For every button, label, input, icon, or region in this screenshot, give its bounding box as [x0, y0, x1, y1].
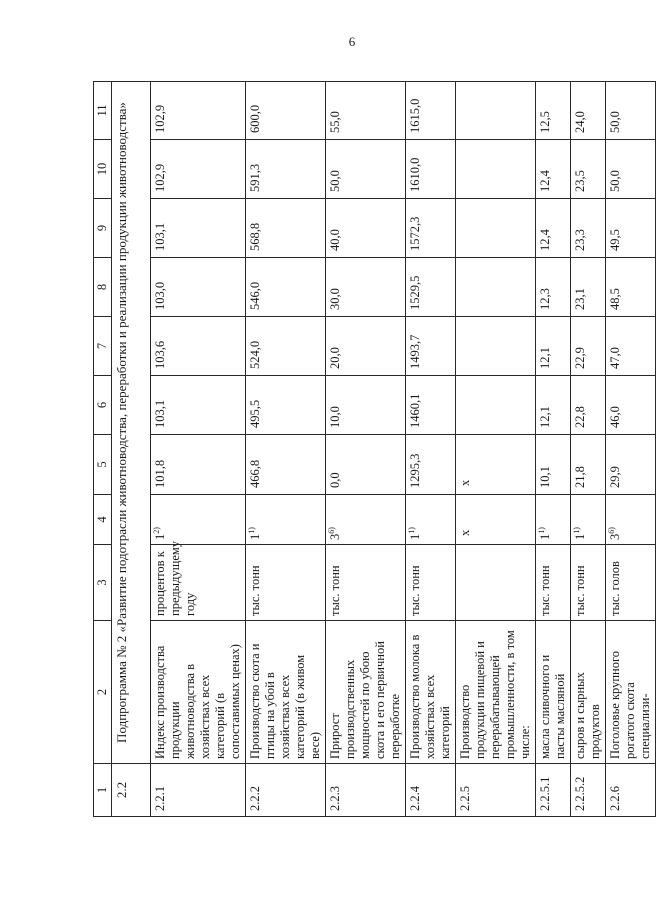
- source-code: [456, 495, 536, 545]
- year-value: 103,0: [151, 258, 246, 317]
- source-code: [571, 495, 606, 545]
- indicator-name: сыров и сырных продуктов: [571, 621, 606, 764]
- column-number: 11: [94, 82, 112, 140]
- year-value: 47,0: [606, 317, 656, 376]
- year-value: 0,0: [326, 435, 406, 495]
- indicator-name: Прирост производственных мощностей по убою скота и его первичной переработке: [326, 621, 406, 764]
- year-value: 12,1: [536, 376, 571, 435]
- year-value: 12,5: [536, 82, 571, 140]
- column-number: 4: [94, 495, 112, 545]
- year-value: 24,0: [571, 82, 606, 140]
- source-code-value: 1: [573, 533, 587, 540]
- section-title: Подпрограмма № 2 «Развитие подотрасли животноводства, переработки и реализации продукции животноводства»: [112, 82, 151, 764]
- unit-of-measure: тыс. тонн: [536, 545, 571, 621]
- source-code-footnote: 1): [406, 527, 416, 534]
- year-value: [456, 317, 536, 376]
- unit-of-measure: тыс. голов: [606, 545, 656, 621]
- year-value: [456, 140, 536, 199]
- year-value: 495,5: [246, 376, 326, 435]
- year-value: 1493,7: [406, 317, 456, 376]
- source-code: [151, 495, 246, 545]
- table-row: [456, 82, 536, 817]
- rotated-table-container: [93, 82, 652, 817]
- column-number: 1: [94, 764, 112, 817]
- source-code-footnote: 1): [246, 527, 256, 534]
- year-value: 23,1: [571, 258, 606, 317]
- year-value: 20,0: [326, 317, 406, 376]
- row-number: 2.2.1: [151, 764, 246, 817]
- year-value: 1610,0: [406, 140, 456, 199]
- year-value: 10,1: [536, 435, 571, 495]
- unit-of-measure: тыс. тонн: [246, 545, 326, 621]
- source-code: [406, 495, 456, 545]
- year-value: 568,8: [246, 199, 326, 258]
- section-row: [112, 82, 151, 817]
- column-number: 2: [94, 621, 112, 764]
- column-number: 3: [94, 545, 112, 621]
- year-value: 21,8: [571, 435, 606, 495]
- table-row: [246, 82, 326, 817]
- source-code: [246, 495, 326, 545]
- row-number: 2.2.5.1: [536, 764, 571, 817]
- column-number: 6: [94, 376, 112, 435]
- section-number: 2.2: [112, 764, 151, 817]
- table-row: [151, 82, 246, 817]
- year-value: 55,0: [326, 82, 406, 140]
- column-number: 9: [94, 199, 112, 258]
- year-value: [456, 258, 536, 317]
- source-code-footnote: 2): [151, 527, 161, 534]
- year-value: 46,0: [606, 376, 656, 435]
- year-value: 22,8: [571, 376, 606, 435]
- table-row: [606, 82, 656, 817]
- indicator-name: Производство скота и птицы на убой в хозяйствах всех категорий (в живом весе): [246, 621, 326, 764]
- unit-of-measure: тыс. тонн: [406, 545, 456, 621]
- row-number: 2.2.4: [406, 764, 456, 817]
- row-number: 2.2.5: [456, 764, 536, 817]
- column-number: 10: [94, 140, 112, 199]
- source-code-value: 1: [538, 533, 552, 540]
- year-value: 600,0: [246, 82, 326, 140]
- year-value: 48,5: [606, 258, 656, 317]
- year-value: 1295,3: [406, 435, 456, 495]
- column-number: 5: [94, 435, 112, 495]
- indicator-name: Производство молока в хозяйствах всех категорий: [406, 621, 456, 764]
- year-value: 1615,0: [406, 82, 456, 140]
- year-value: 10,0: [326, 376, 406, 435]
- column-number: 8: [94, 258, 112, 317]
- source-code: [606, 495, 656, 545]
- year-value: 50,0: [326, 140, 406, 199]
- column-number-row: [94, 82, 112, 817]
- year-value: 22,9: [571, 317, 606, 376]
- year-value: x: [456, 435, 536, 495]
- table-row: [571, 82, 606, 817]
- year-value: 12,3: [536, 258, 571, 317]
- unit-of-measure: тыс. тонн: [571, 545, 606, 621]
- year-value: 101,8: [151, 435, 246, 495]
- source-code-footnote: 6): [606, 527, 616, 534]
- unit-of-measure: процентов к предыдущему году: [151, 545, 246, 621]
- year-value: 23,5: [571, 140, 606, 199]
- row-number: 2.2.5.2: [571, 764, 606, 817]
- year-value: 102,9: [151, 82, 246, 140]
- year-value: 102,9: [151, 140, 246, 199]
- source-code-value: 1: [248, 533, 262, 540]
- year-value: 591,3: [246, 140, 326, 199]
- year-value: 1529,5: [406, 258, 456, 317]
- year-value: 103,1: [151, 376, 246, 435]
- source-code: [536, 495, 571, 545]
- source-code-value: 3: [328, 533, 342, 540]
- year-value: 23,3: [571, 199, 606, 258]
- unit-of-measure: [456, 545, 536, 621]
- source-code-footnote: 1): [536, 527, 546, 534]
- year-value: [456, 199, 536, 258]
- year-value: 1572,3: [406, 199, 456, 258]
- year-value: 12,4: [536, 199, 571, 258]
- year-value: 29,9: [606, 435, 656, 495]
- year-value: 103,1: [151, 199, 246, 258]
- indicator-name: Поголовье крупного рогатого скота специализи-: [606, 621, 656, 764]
- table-row: [536, 82, 571, 817]
- year-value: 1460,1: [406, 376, 456, 435]
- year-value: [456, 376, 536, 435]
- column-number: 7: [94, 317, 112, 376]
- table-row: [326, 82, 406, 817]
- row-number: 2.2.3: [326, 764, 406, 817]
- source-code-value: x: [458, 529, 472, 536]
- year-value: 50,0: [606, 82, 656, 140]
- row-number: 2.2.6: [606, 764, 656, 817]
- year-value: 50,0: [606, 140, 656, 199]
- year-value: 12,1: [536, 317, 571, 376]
- year-value: 524,0: [246, 317, 326, 376]
- source-code-value: 1: [153, 533, 167, 540]
- year-value: 466,8: [246, 435, 326, 495]
- source-code-value: 1: [408, 533, 422, 540]
- indicator-name: Индекс производства продукции животноводства в хозяйствах всех категорий (в сопоставимых ценах): [151, 621, 246, 764]
- indicator-name: масла сливочного и пасты масляной: [536, 621, 571, 764]
- year-value: 40,0: [326, 199, 406, 258]
- year-value: 103,6: [151, 317, 246, 376]
- page-number: 6: [348, 34, 356, 49]
- source-code: [326, 495, 406, 545]
- source-code-footnote: 1): [571, 527, 581, 534]
- unit-of-measure: тыс. тонн: [326, 545, 406, 621]
- year-value: 49,5: [606, 199, 656, 258]
- source-code-footnote: 6): [326, 527, 336, 534]
- indicators-table: [93, 81, 656, 817]
- year-value: 12,4: [536, 140, 571, 199]
- source-code-value: 3: [608, 533, 622, 540]
- year-value: [456, 82, 536, 140]
- year-value: 30,0: [326, 258, 406, 317]
- indicator-name: Производство продукции пищевой и перерабатывающей промышленности, в том числе:: [456, 621, 536, 764]
- row-number: 2.2.2: [246, 764, 326, 817]
- year-value: 546,0: [246, 258, 326, 317]
- table-row: [406, 82, 456, 817]
